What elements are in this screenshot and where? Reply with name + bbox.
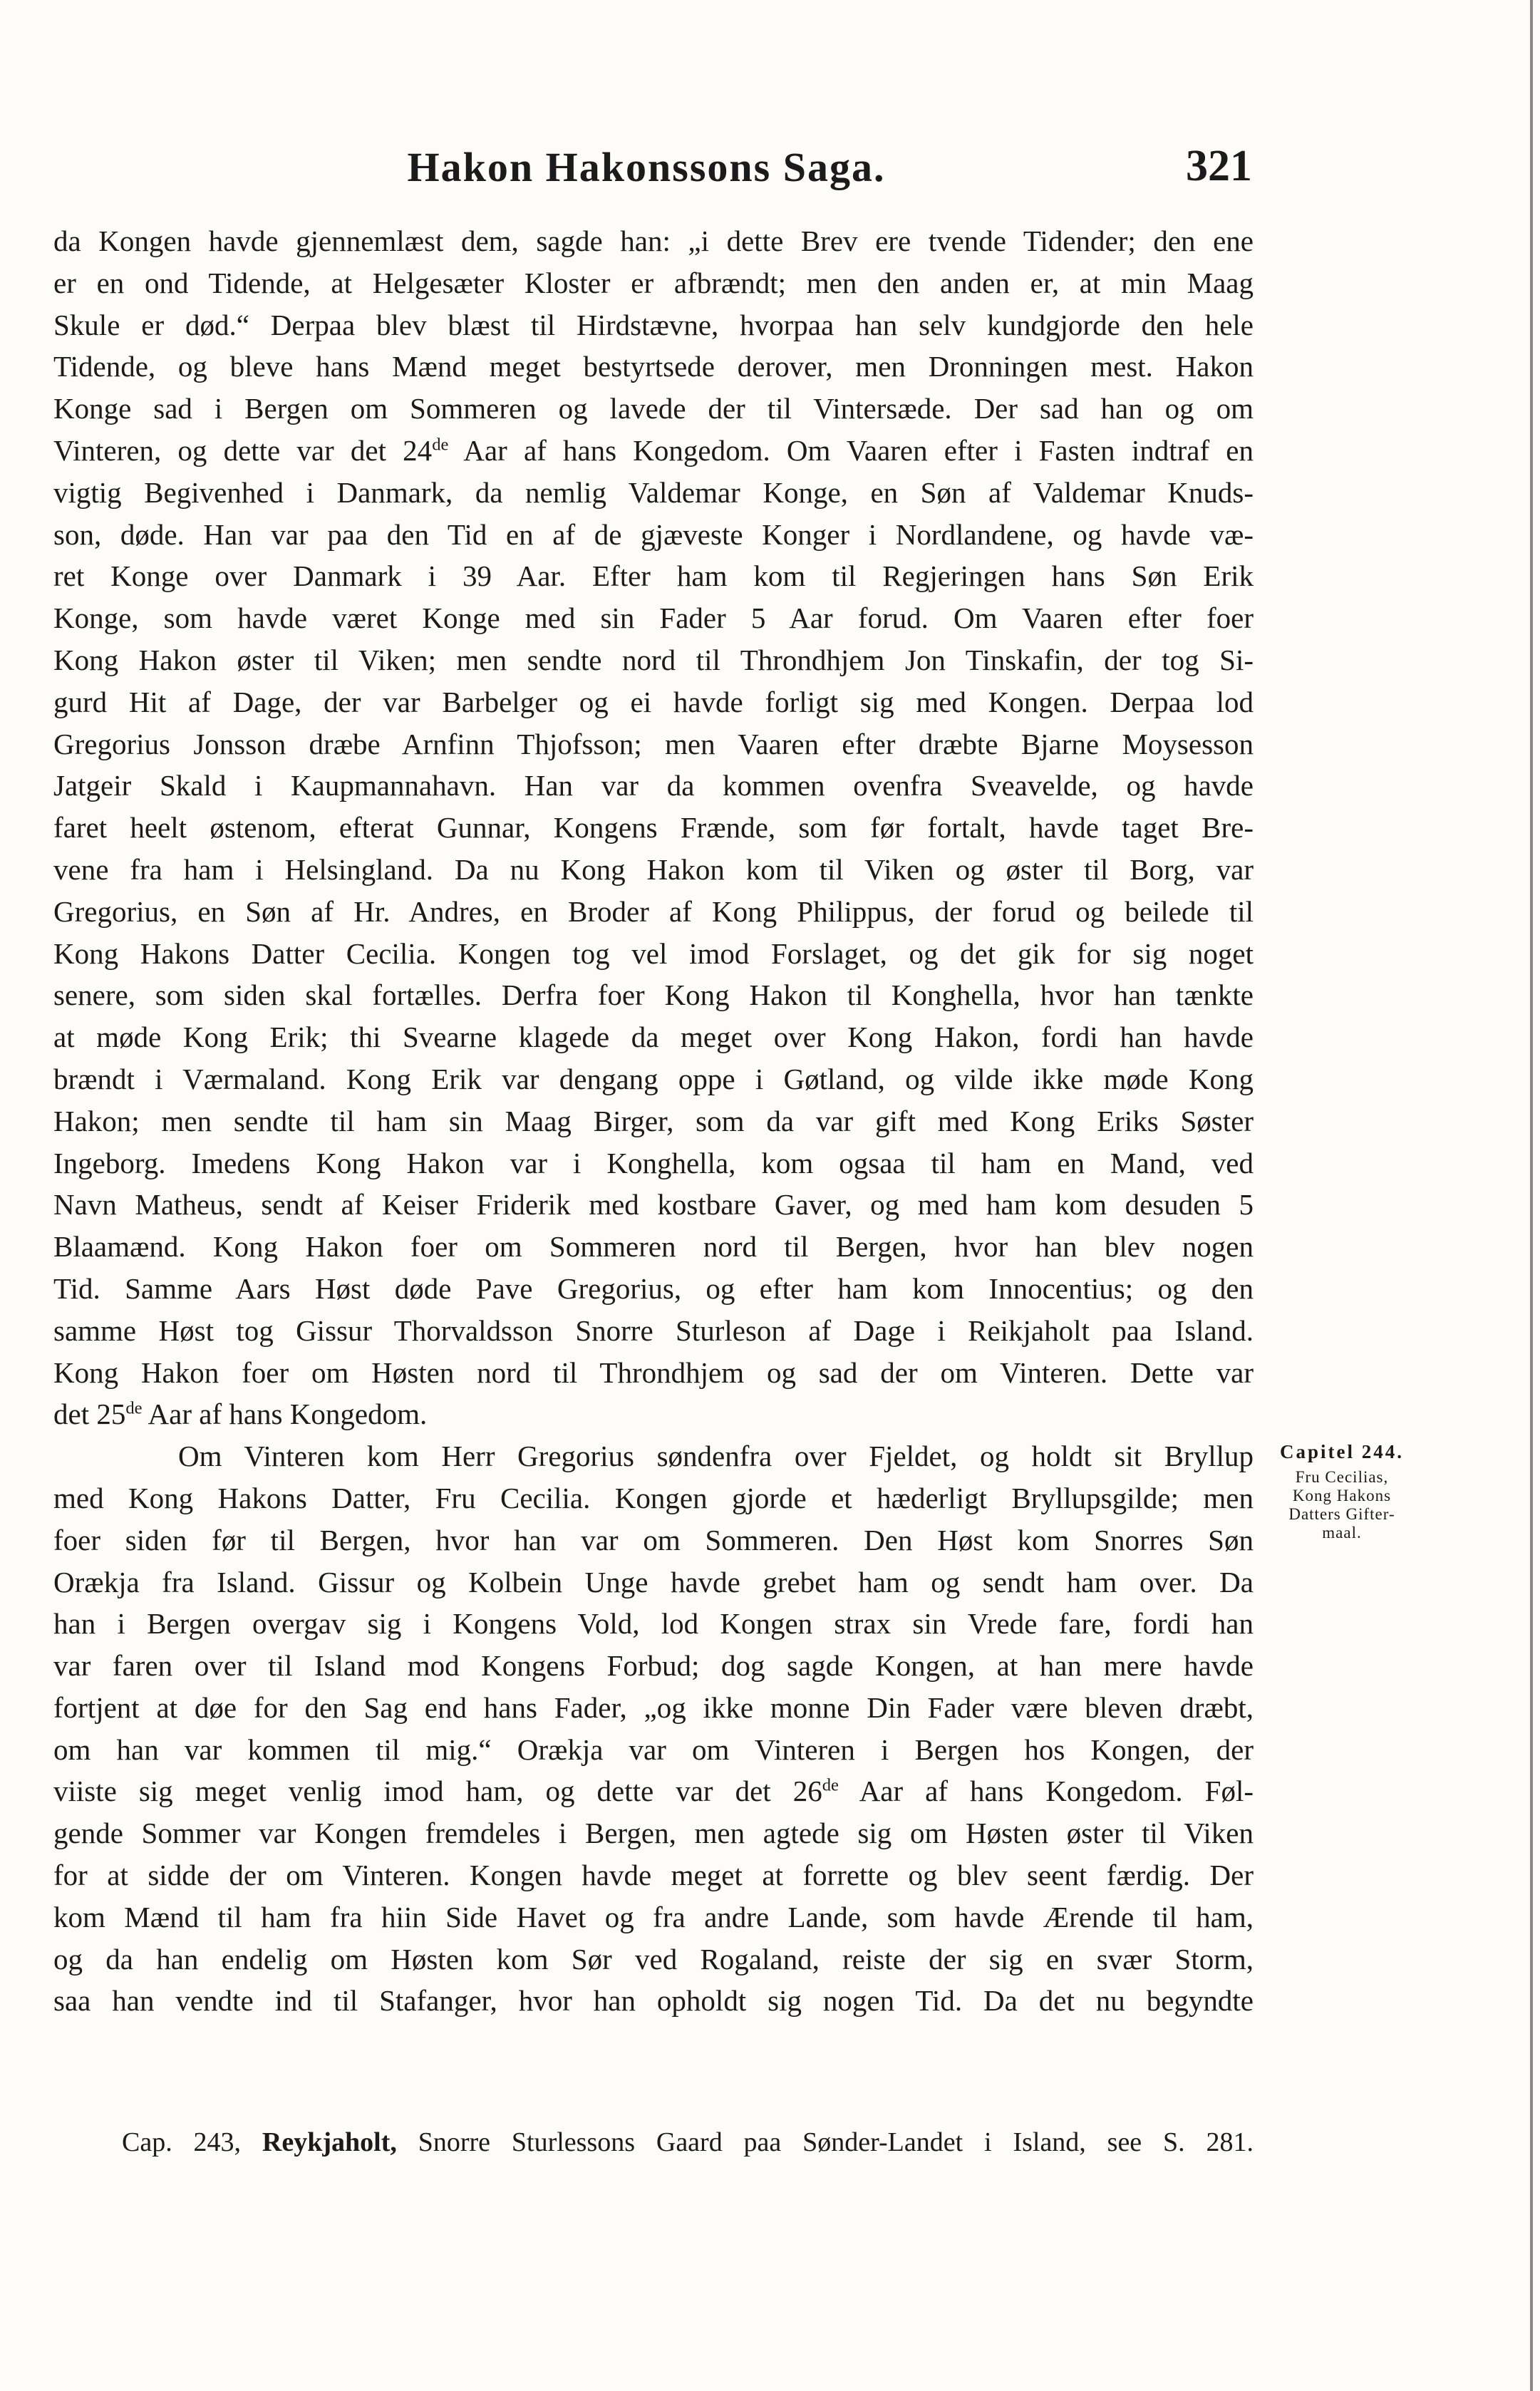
footnote-reference: Cap. 243,	[122, 2127, 242, 2157]
text-line: Konge, som havde været Konge med sin Fader 5 Aar forud. Om Vaaren efter foer	[53, 601, 1254, 635]
text-line: fortjent at døe for den Sag end hans Fader, „og ikke monne Din Fader være bleven dræbt,	[53, 1690, 1254, 1724]
margin-note-line: Fru Cecilias,	[1295, 1468, 1389, 1486]
text-line: gende Sommer var Kongen fremdeles i Bergen, men agtede sig om Høsten øster til Viken	[53, 1817, 1254, 1850]
text-line: om han var kommen til mig.“ Orækja var om Vinteren i Bergen hos Kongen, der	[53, 1732, 1254, 1766]
text-line: han i Bergen overgav sig i Kongens Vold, lod Kongen strax sin Vrede fare, fordi han	[53, 1607, 1254, 1641]
text-run: Aar af hans Kongedom.	[142, 1398, 428, 1431]
text-line	[53, 1393, 1254, 1435]
text-run: Vinteren, og dette var det 24	[53, 433, 433, 467]
text-line: vigtig Begivenhed i Danmark, da nemlig Valdemar Konge, en Søn af Valdemar Knuds-	[53, 475, 1254, 509]
margin-note-line: Kong Hakons	[1292, 1487, 1392, 1504]
text-line: foer siden før til Bergen, hvor han var om Sommeren. Den Høst kom Snorres Søn	[53, 1523, 1254, 1556]
ordinal-superscript: de	[432, 435, 449, 455]
text-line: Jatgeir Skald i Kaupmannahavn. Han var da kommen ovenfra Sveavelde, og havde	[53, 769, 1254, 802]
body-text	[53, 220, 1254, 2022]
margin-note-line: Datters Gifter-	[1288, 1505, 1395, 1523]
margin-note	[1266, 1440, 1418, 1542]
text-line: senere, som siden skal fortælles. Derfra foer Kong Hakon til Konghella, hvor han tænkte	[53, 978, 1254, 1012]
footnote-term: Reykjaholt,	[262, 2127, 397, 2157]
text-line	[53, 1770, 1254, 1812]
margin-chapter-label: Capitel 244.	[1280, 1441, 1404, 1462]
text-line: Blaamænd. Kong Hakon foer om Sommeren nord til Bergen, hvor han blev nogen	[53, 1230, 1254, 1264]
footnote-text: Snorre Sturlessons Gaard paa Sønder-Landet i Island, see S. 281.	[418, 2127, 1254, 2157]
text-line: Orækja fra Island. Gissur og Kolbein Unge havde grebet ham og sendt ham over. Da	[53, 1565, 1254, 1599]
text-line: for at sidde der om Vinteren. Kongen havde meget at forrette og blev seent færdig. Der	[53, 1859, 1254, 1892]
text-run: Aar af hans Kongedom. Føl-	[838, 1775, 1254, 1808]
text-line: og da han endelig om Høsten kom Sør ved Rogaland, reiste der sig en svær Storm,	[53, 1942, 1254, 1976]
text-line: er en ond Tidende, at Helgesæter Kloster er afbrændt; men den anden er, at min Maag	[53, 266, 1254, 299]
text-line: var faren over til Island mod Kongens Forbud; dog sagde Kongen, at han mere havde	[53, 1649, 1254, 1683]
margin-note-line: maal.	[1322, 1524, 1362, 1542]
text-line: kom Mænd til ham fra hiin Side Havet og fra andre Lande, som havde Ærende til ham,	[53, 1900, 1254, 1933]
text-run: viiste sig meget venlig imod ham, og dette var det 26	[53, 1775, 822, 1808]
paragraph-first-line: Om Vinteren kom Herr Gregorius søndenfra over Fjeldet, og holdt sit Bryllup	[178, 1440, 1254, 1473]
text-line: son, døde. Han var paa den Tid en af de gjæveste Konger i Nordlandene, og havde væ-	[53, 517, 1254, 551]
text-line: vene fra ham i Helsingland. Da nu Kong Hakon kom til Viken og øster til Borg, var	[53, 852, 1254, 886]
text-line: gurd Hit af Dage, der var Barbelger og ei havde forligt sig med Kongen. Derpaa lod	[53, 685, 1254, 718]
text-line: Kong Hakon øster til Viken; men sendte nord til Throndhjem Jon Tinskafin, der tog Si-	[53, 643, 1254, 676]
text-line: at møde Kong Erik; thi Svearne klagede da meget over Kong Hakon, fordi han havde	[53, 1021, 1254, 1054]
running-head-title: Hakon Hakonssons Saga.	[407, 144, 886, 190]
text-line	[53, 430, 1254, 472]
text-line: Tidende, og bleve hans Mænd meget bestyrtsede derover, men Dronningen mest. Hakon	[53, 350, 1254, 383]
text-line: med Kong Hakons Datter, Fru Cecilia. Kongen gjorde et hæderligt Bryllupsgilde; men	[53, 1481, 1254, 1514]
text-run: Aar af hans Kongedom. Om Vaaren efter i Fasten indtraf en	[448, 433, 1254, 467]
ordinal-superscript: de	[125, 1398, 143, 1418]
text-line: Ingeborg. Imedens Kong Hakon var i Konghella, kom ogsaa til ham en Mand, ved	[53, 1146, 1254, 1179]
text-line: da Kongen havde gjennemlæst dem, sagde han: „i dette Brev ere tvende Tidender; den ene	[53, 224, 1254, 257]
text-line: samme Høst tog Gissur Thorvaldsson Snorre Sturleson af Dage i Reikjaholt paa Island.	[53, 1313, 1254, 1347]
text-line: ret Konge over Danmark i 39 Aar. Efter ham kom til Regjeringen hans Søn Erik	[53, 559, 1254, 593]
text-line: Skule er død.“ Derpaa blev blæst til Hirdstævne, hvorpaa han selv kundgjorde den hele	[53, 308, 1254, 341]
ordinal-superscript: de	[822, 1775, 839, 1795]
text-line: Kong Hakons Datter Cecilia. Kongen tog vel imod Forslaget, og det gik for sig noget	[53, 936, 1254, 970]
text-line: Tid. Samme Aars Høst døde Pave Gregorius, og efter ham kom Innocentius; og den	[53, 1271, 1254, 1305]
footnote	[122, 2122, 1254, 2163]
text-line: faret heelt østenom, efterat Gunnar, Kongens Frænde, som før fortalt, havde taget Bre-	[53, 811, 1254, 845]
text-line: Gregorius Jonsson dræbe Arnfinn Thjofsson; men Vaaren efter dræbte Bjarne Moysesson	[53, 727, 1254, 760]
page-number: 321	[1186, 142, 1252, 190]
page-edge-shadow	[1530, 0, 1533, 2391]
text-run: det 25	[53, 1398, 126, 1431]
text-line: brændt i Værmaland. Kong Erik var dengang oppe i Gøtland, og vilde ikke møde Kong	[53, 1062, 1254, 1095]
text-line: Navn Matheus, sendt af Keiser Friderik med kostbare Gaver, og med ham kom desuden 5	[53, 1188, 1254, 1222]
text-line: Hakon; men sendte til ham sin Maag Birger, som da var gift med Kong Eriks Søster	[53, 1104, 1254, 1137]
text-line: Kong Hakon foer om Høsten nord til Throndhjem og sad der om Vinteren. Dette var	[53, 1355, 1254, 1389]
text-line: Gregorius, en Søn af Hr. Andres, en Broder af Kong Philippus, der forud og beilede til	[53, 894, 1254, 928]
text-line: Konge sad i Bergen om Sommeren og lavede der til Vintersæde. Der sad han og om	[53, 392, 1254, 425]
text-line: saa han vendte ind til Stafanger, hvor han opholdt sig nogen Tid. Da det nu begyndte	[53, 1984, 1254, 2018]
